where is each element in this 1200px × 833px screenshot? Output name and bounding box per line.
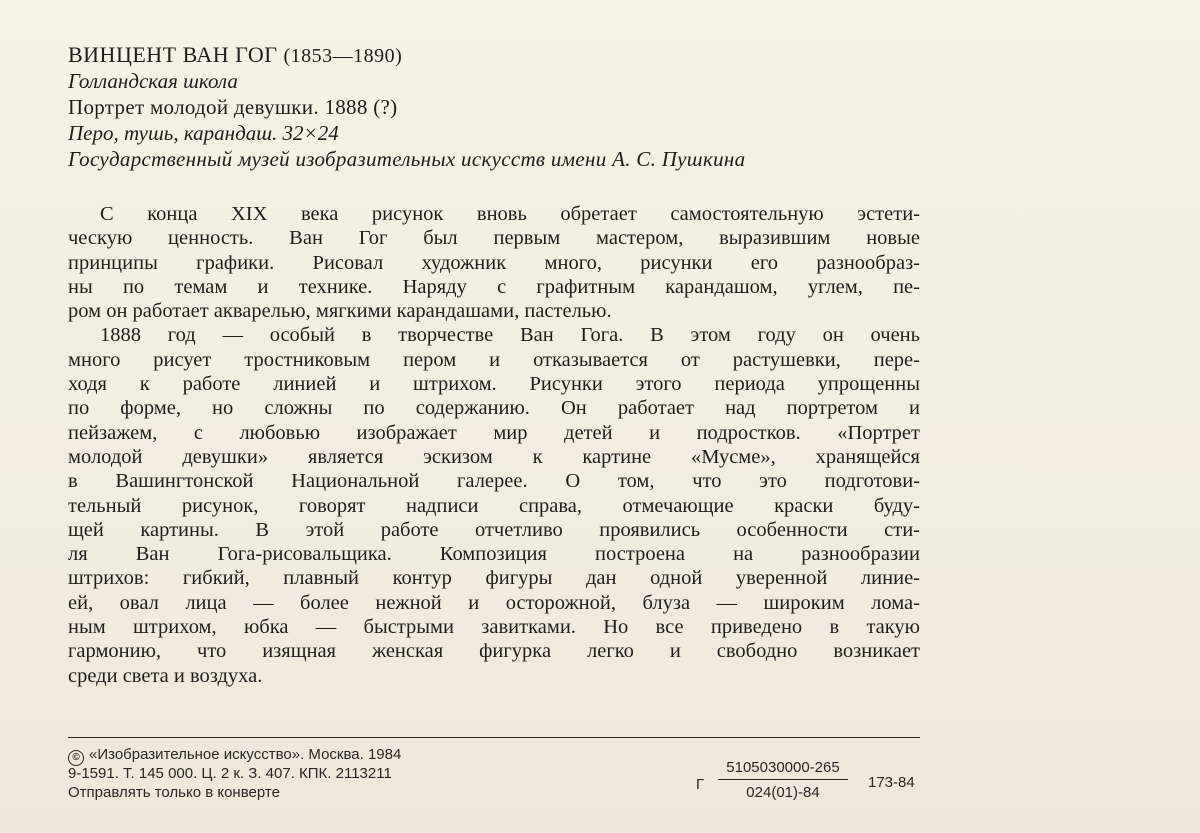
text-line: тельный рисунок, говорят надписи справа, отмечающие краски буду-	[68, 494, 920, 517]
text-line: пейзажем, с любовью изображает мир детей и подростков. «Портрет	[68, 421, 920, 444]
text-line: принципы графики. Рисовал художник много, рисунки его разнообраз-	[68, 251, 920, 274]
artwork-header	[68, 42, 968, 172]
art-school: Голландская школа	[68, 69, 238, 93]
publisher-line	[68, 745, 628, 764]
copyright-icon: ©	[68, 750, 84, 766]
text-line: ром он работает акварелью, мягкими карандашами, пастелью.	[68, 300, 612, 323]
artist-years: (1853—1890)	[283, 45, 403, 67]
index-numerator: 5105030000-265	[726, 759, 840, 776]
index-fraction	[718, 758, 848, 802]
text-line: ны по темам и технике. Наряду с графитным карандашом, углем, пе-	[68, 275, 920, 298]
imprint	[68, 745, 628, 802]
museum-name: Государственный музей изобразительных искусств имени А. С. Пушкина	[68, 147, 746, 171]
text-line: гармонию, что изящная женская фигурка легко и свободно возникает	[68, 640, 920, 663]
text-line: среди света и воздуха.	[68, 664, 263, 687]
publisher-name: «Изобразительное искусство». Москва. 1984	[89, 746, 402, 763]
artwork-title: Портрет молодой девушки. 1888 (?)	[68, 95, 398, 119]
text-line: штрихов: гибкий, плавный контур фигуры дан одной уверенной линие-	[68, 567, 920, 590]
index-code: 173-84	[868, 774, 915, 791]
text-line: ным штрихом, юбка — быстрыми завитками. Но все приведено в такую	[68, 616, 920, 639]
text-line: молодой девушки» является эскизом к картине «Мусме», хранящейся	[68, 445, 920, 468]
text-line: С конца XIX века рисунок вновь обретает самостоятельную эстети-	[100, 203, 920, 225]
text-line: ческую ценность. Ван Гог был первым мастером, выразившим новые	[68, 227, 920, 250]
artist-name: ВИНЦЕНТ ВАН ГОГ	[68, 42, 278, 67]
index-denominator: 024(01)-84	[746, 784, 820, 801]
catalog-index	[696, 758, 936, 818]
description-text	[68, 202, 920, 688]
text-line: ля Ван Гога-рисовальщика. Композиция построена на разнообразии	[68, 543, 920, 566]
fraction-bar	[718, 779, 848, 780]
artist-line	[68, 42, 968, 68]
print-info: 9-1591. Т. 145 000. Ц. 2 к. З. 407. КПК. 2113211	[68, 765, 392, 782]
text-line: ходя к работе линией и штрихом. Рисунки этого периода упрощенны	[68, 373, 920, 396]
text-line: 1888 год — особый в творчестве Ван Гога. В этом году он очень	[100, 324, 920, 347]
text-line: ей, овал лица — более нежной и осторожной, блуза — широким лома-	[68, 591, 920, 614]
mailing-note: Отправлять только в конверте	[68, 784, 280, 801]
text-line: щей картины. В этой работе отчетливо проявились особенности сти-	[68, 518, 920, 541]
text-line: много рисует тростниковым пером и отказывается от растушевки, пере-	[68, 348, 920, 371]
index-letter: Г	[696, 776, 705, 793]
text-line: по форме, но сложны по содержанию. Он работает над портретом и	[68, 397, 920, 420]
text-line: в Вашингтонской Национальной галерее. О том, что это подготови-	[68, 470, 920, 493]
artwork-technique: Перо, тушь, карандаш. 32×24	[68, 121, 339, 145]
footer-divider	[68, 737, 920, 738]
